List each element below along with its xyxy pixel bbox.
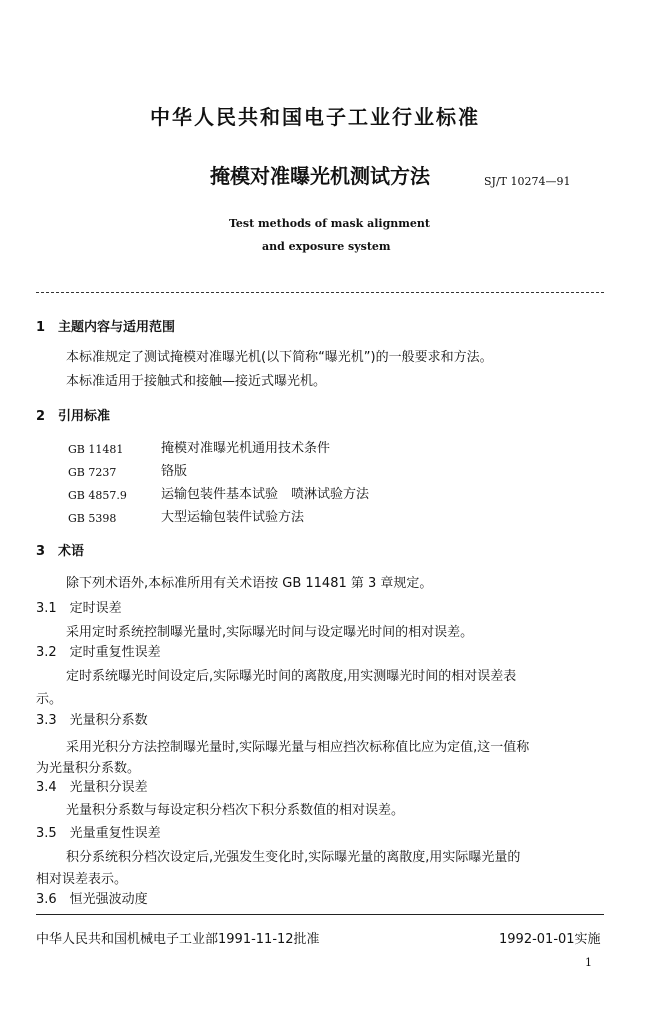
effective-date: 1992-01-01实施 [499,932,601,947]
subsection-3-5-heading: 3.5 光量重复性误差 [36,826,161,841]
reference-title: 铬版 [161,464,188,479]
subsection-3-3-body-line-2: 为光量积分系数。 [36,761,141,776]
subsection-3-1-heading: 3.1 定时误差 [36,601,122,616]
doc-title: 掩模对准曝光机测试方法 [210,164,430,188]
reference-code: GB 11481 [68,443,124,456]
subsection-3-4-body: 光量积分系数与每设定积分档次下积分系数值的相对误差。 [66,803,405,818]
reference-code: GB 7237 [68,466,117,479]
subsection-3-2-body-line-1: 定时系统曝光时间设定后,实际曝光时间的离散度,用实测曝光时间的相对误差表 [66,669,517,684]
section-2-heading: 2 引用标准 [36,409,111,424]
section-1-heading: 1 主题内容与适用范围 [36,320,176,335]
subsection-3-5-body-line-1: 积分系统积分档次设定后,光强发生变化时,实际曝光量的离散度,用实际曝光量的 [66,850,521,865]
section-1-paragraph-2: 本标准适用于接触式和接触—接近式曝光机。 [66,374,327,389]
page-number: 1 [585,956,592,969]
section-3-heading: 3 术语 [36,544,85,559]
subsection-3-5-body-line-2: 相对误差表示。 [36,872,128,887]
footer-divider [36,914,604,915]
subsection-3-1-body: 采用定时系统控制曝光量时,实际曝光时间与设定曝光时间的相对误差。 [66,625,474,640]
approval-line: 中华人民共和国机械电子工业部1991-11-12批准 [36,932,320,947]
reference-title: 掩模对准曝光机通用技术条件 [161,441,331,456]
reference-title: 大型运输包装件试验方法 [161,510,305,525]
reference-code: GB 4857.9 [68,489,127,502]
reference-title: 运输包装件基本试验 喷淋试验方法 [161,487,370,502]
subsection-3-3-heading: 3.3 光量积分系数 [36,713,148,728]
standard-number: SJ/T 10274—91 [484,175,571,188]
subsection-3-2-body-line-2: 示。 [36,692,63,707]
subsection-3-4-heading: 3.4 光量积分误差 [36,780,148,795]
subsection-3-2-heading: 3.2 定时重复性误差 [36,645,161,660]
english-title-line-2: and exposure system [262,240,391,253]
section-1-paragraph-1: 本标准规定了测试掩模对准曝光机(以下简称“曝光机”)的一般要求和方法。 [66,350,493,365]
header-divider [36,292,604,293]
section-3-intro: 除下列术语外,本标准所用有关术语按 GB 11481 第 3 章规定。 [66,576,433,591]
english-title-line-1: Test methods of mask alignment [229,217,430,230]
subsection-3-3-body-line-1: 采用光积分方法控制曝光量时,实际曝光量与相应挡次标称值比应为定值,这一值称 [66,740,530,755]
subsection-3-6-heading: 3.6 恒光强波动度 [36,892,148,907]
org-title: 中华人民共和国电子工业行业标准 [150,105,480,129]
reference-code: GB 5398 [68,512,117,525]
